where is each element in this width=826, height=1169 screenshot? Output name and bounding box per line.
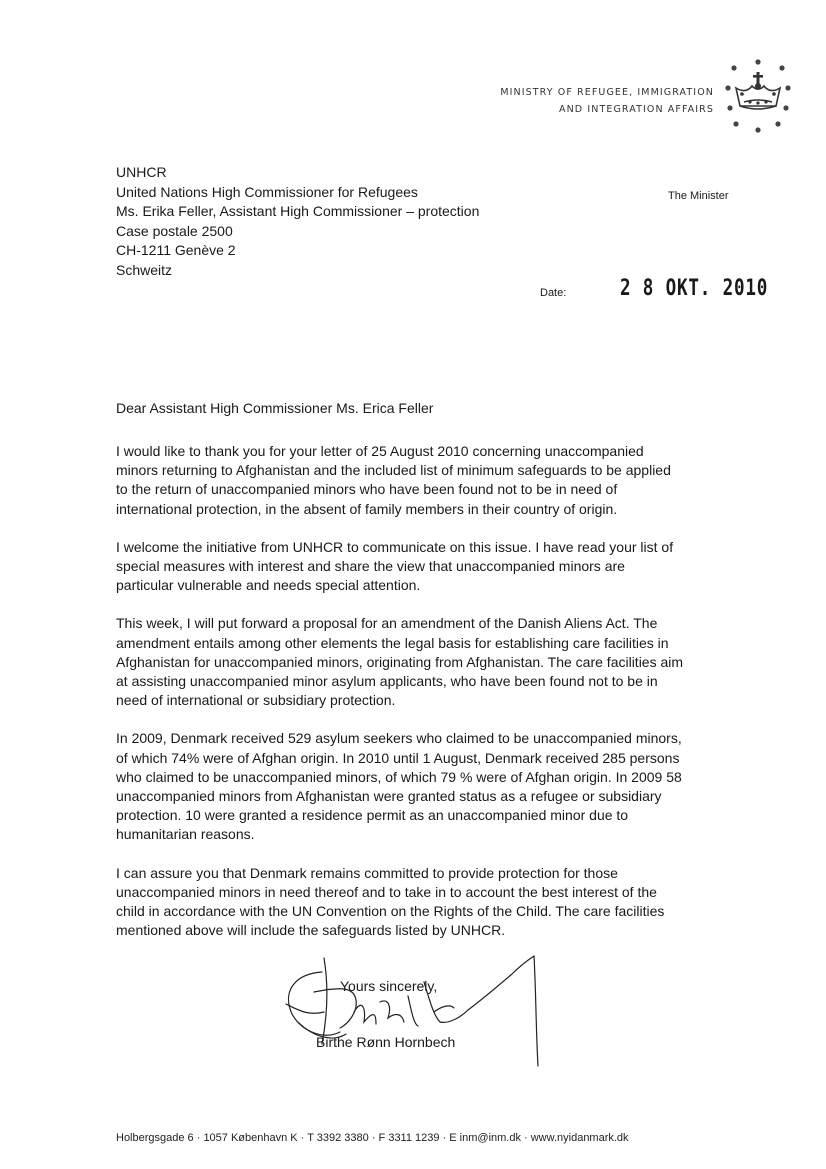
recipient-line: CH-1211 Genève 2: [116, 242, 236, 258]
date-stamp: 2 8 OKT. 2010: [620, 276, 769, 301]
ministry-line-1: MINISTRY OF REFUGEE, IMMIGRATION: [500, 87, 714, 98]
paragraph: In 2009, Denmark received 529 asylum seekers who claimed to be unaccompanied minors, of which 74% were of Afghan origin. In 2010 until 1 August, Denmark received 285 persons who claimed to be unaccompanied minors, of which 79 % were of Afghan origin. In 2009 58 unaccompanied minors from Afghanistan were granted status as a refugee or subsidiary protection. 10 were granted a residence permit as an unaccompanied minor due to humanitarian reasons.: [116, 730, 682, 843]
closing: Yours sincerely,: [340, 978, 438, 994]
recipient-line: United Nations High Commissioner for Refugees: [116, 183, 418, 200]
recipient-line: Schweitz: [116, 261, 173, 278]
paragraph: I welcome the initiative from UNHCR to communicate on this issue. I have read your list of special measures with interest and share the view that unaccompanied minors are particular vulnerable and needs special attention.: [116, 538, 674, 594]
signer-name: Birthe Rønn Hornbech: [316, 1034, 456, 1050]
recipient-line: UNHCR: [116, 164, 167, 180]
date-label: Date:: [540, 287, 567, 299]
recipient-line: Case postale 2500: [116, 222, 233, 239]
royal-crown-crest-icon: [722, 58, 794, 134]
salutation: Dear Assistant High Commissioner Ms. Erica Feller: [116, 400, 434, 416]
paragraph: I would like to thank you for your letter of 25 August 2010 concerning unaccompanied minors returning to Afghanistan and the included list of minimum safeguards to be applied to the return of unaccompanied minors who have been found not to be in need of international protection, in the absent of family members in their country of origin.: [116, 443, 671, 517]
footer-address: Holbergsgade 6 · 1057 København K · T 3392 3380 · F 3311 1239 · E inm@inm.dk · www.nyidanmark.dk: [116, 1132, 629, 1144]
sender-title: The Minister: [668, 190, 729, 202]
ministry-name: [500, 84, 714, 118]
letter-body: [116, 442, 686, 959]
recipient-line: Ms. Erika Feller, Assistant High Commissioner – protection: [116, 203, 480, 219]
recipient-address: [116, 163, 479, 280]
paragraph: I can assure you that Denmark remains committed to provide protection for those unaccompanied minors in need thereof and to take in to account the best interest of the child in accordance with the UN Convention on the Rights of the Child. The care facilities mentioned above will include the safeguards listed by UNHCR.: [116, 864, 665, 939]
paragraph: This week, I will put forward a proposal for an amendment of the Danish Aliens Act. The amendment entails among other elements the legal basis for establishing care facilities in Afghanistan for unaccompanied minors, originating from Afghanistan. The care facilities aim at assisting unaccompanied minor asylum applicants, who have been found not to be in need of international or subsidiary protection.: [116, 615, 684, 709]
ministry-line-2: AND INTEGRATION AFFAIRS: [559, 104, 714, 115]
handwritten-signature: [284, 952, 546, 1068]
